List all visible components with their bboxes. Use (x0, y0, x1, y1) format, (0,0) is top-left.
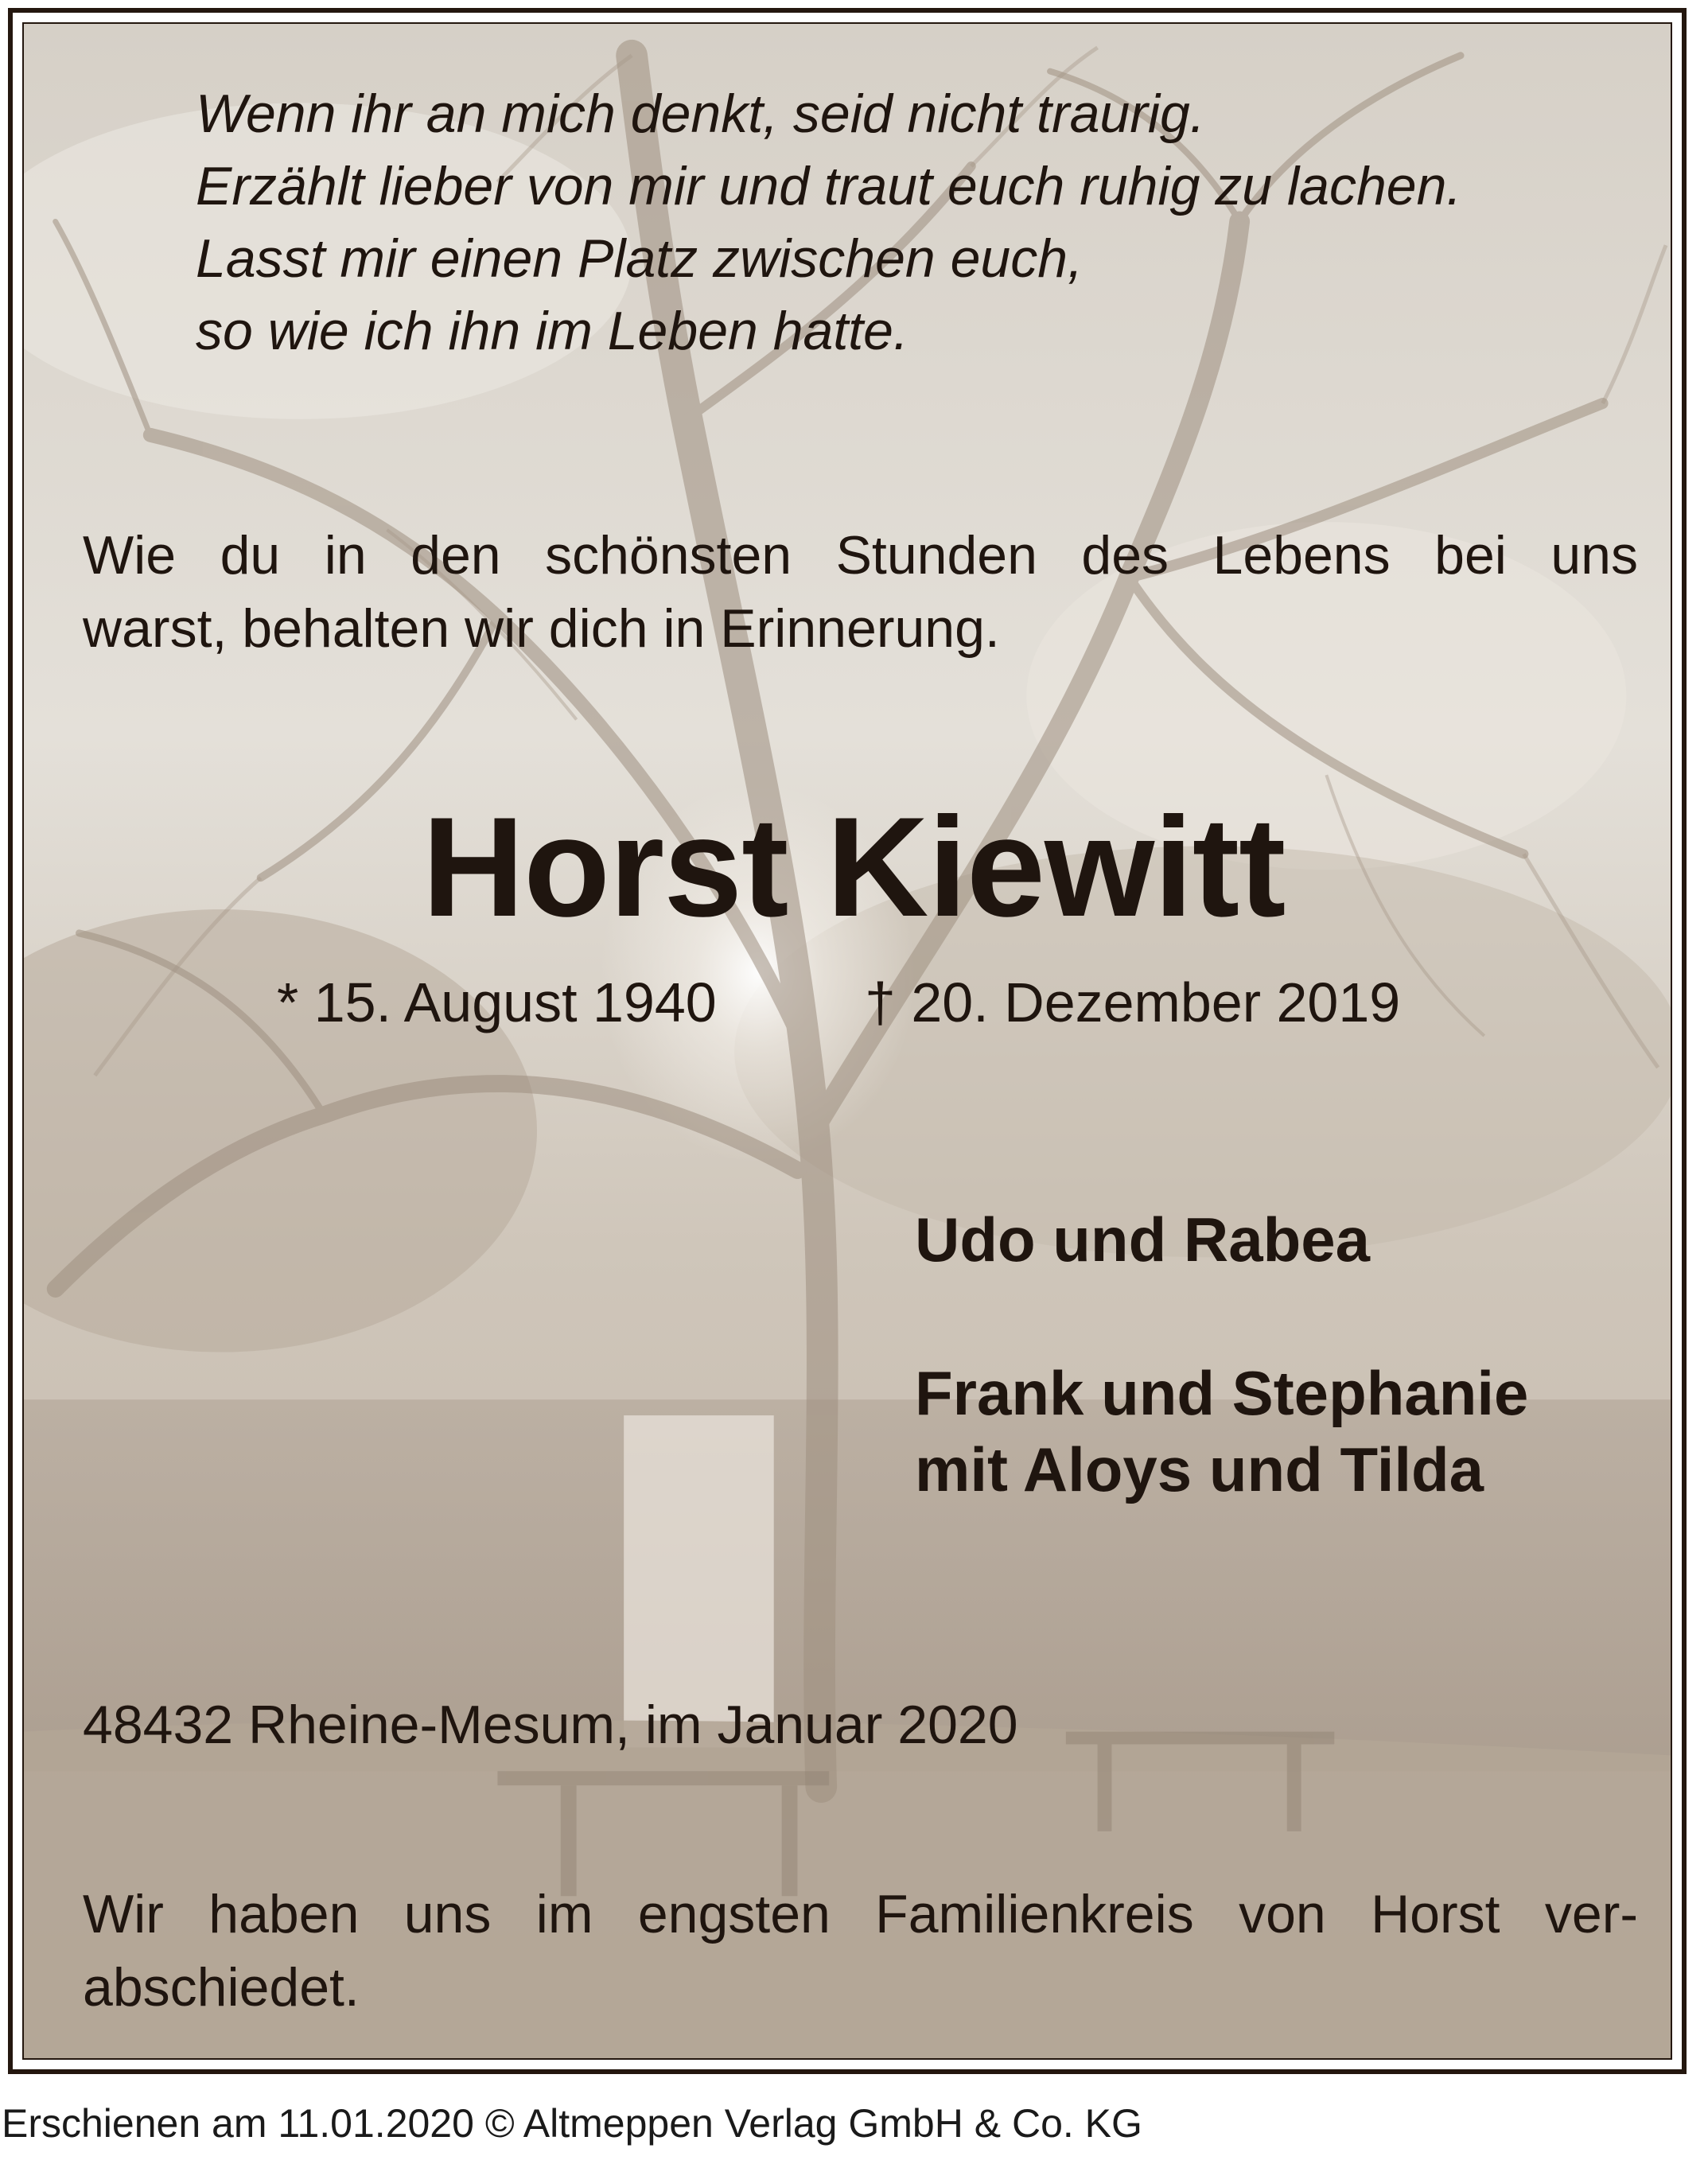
mourner-line: Udo und Rabea (915, 1205, 1371, 1275)
mourner-line: mit Aloys und Tilda (915, 1434, 1484, 1504)
tribute-line: warst, behalten wir dich in Erinnerung. (83, 598, 1000, 659)
mourner-line: Frank und Stephanie (915, 1358, 1529, 1428)
farewell-text (83, 1878, 1638, 2024)
farewell-line: abschiedet. (83, 1957, 360, 2018)
tribute-text (83, 519, 1638, 665)
place-date: 48432 Rheine-Mesum, im Januar 2020 (83, 1695, 1018, 1755)
poem (196, 78, 1667, 368)
poem-line: Wenn ihr an mich denkt, seid nicht traurig. (196, 84, 1205, 144)
publication-footer: Erschienen am 11.01.2020 © Altmeppen Verlag GmbH & Co. KG (2, 2101, 1142, 2146)
poem-line: Lasst mir einen Platz zwischen euch, (196, 228, 1083, 289)
notice-frame (8, 8, 1687, 2074)
deceased-name: Horst Kiewitt (422, 788, 1286, 946)
tribute-line: Wie du in den schönsten Stunden des Lebens bei uns (83, 525, 1638, 586)
mourners-group-1 (915, 1201, 1671, 1278)
farewell-line: Wir haben uns im engsten Familienkreis von Horst ver- (83, 1884, 1638, 1944)
poem-line: Erzählt lieber von mir und traut euch ruhig zu lachen. (196, 156, 1462, 216)
poem-line: so wie ich ihn im Leben hatte. (196, 301, 908, 361)
notice-inner-frame (22, 22, 1672, 2060)
mourners-group-2 (915, 1355, 1671, 1508)
notice-content (24, 24, 1671, 2058)
birth-date: * 15. August 1940 (277, 971, 717, 1033)
death-date: † 20. Dezember 2019 (865, 971, 1401, 1033)
